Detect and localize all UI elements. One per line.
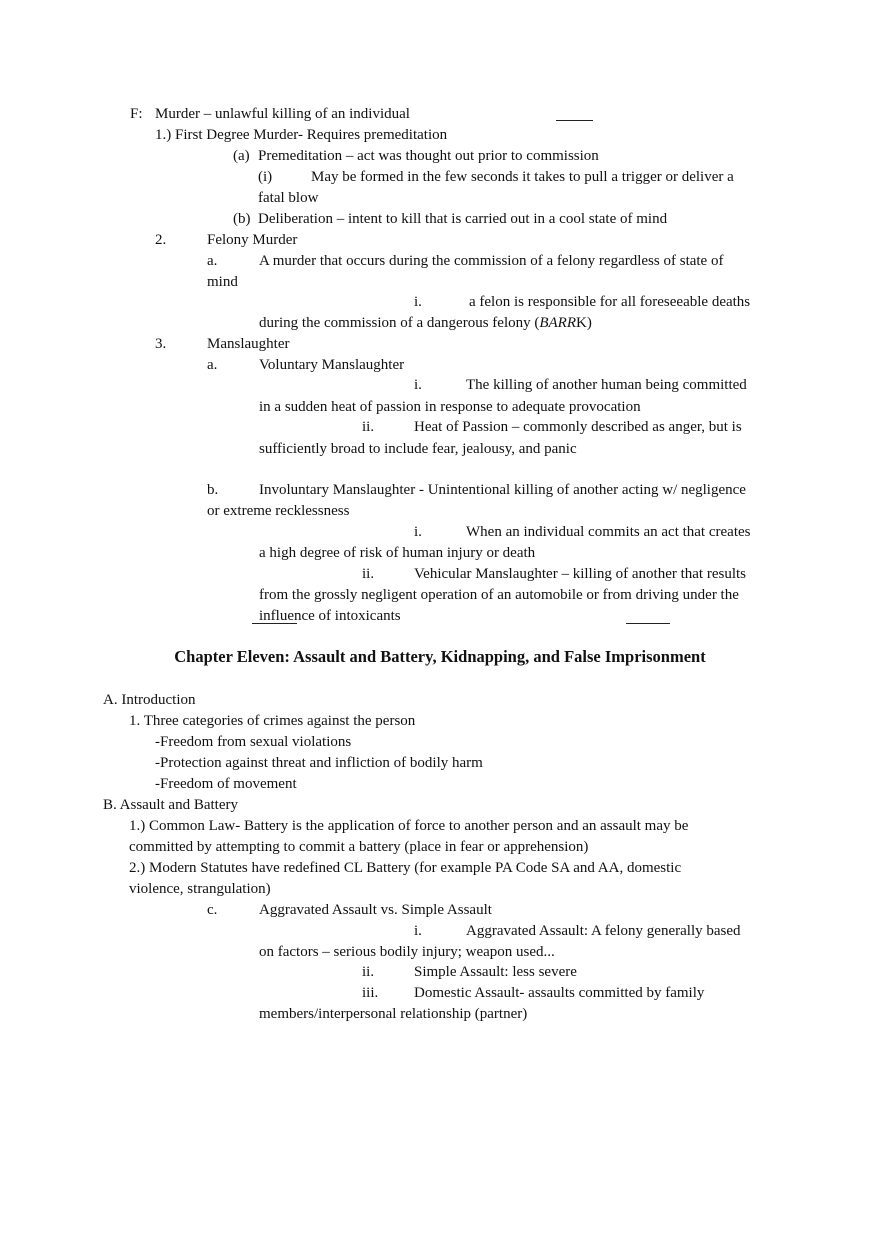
section-b-heading: B. Assault and Battery — [103, 797, 238, 813]
felony-murder-rule-text: during the commission of a dangerous felony ( — [259, 315, 540, 331]
vehicular-manslaughter-line: Vehicular Manslaughter – killing of another that results — [414, 566, 746, 582]
aggravated-assault-line: Aggravated Assault: A felony generally based — [466, 923, 741, 939]
felony-murder-definition-line: mind — [207, 274, 238, 290]
heat-of-passion-line: sufficiently broad to include fear, jealousy, and panic — [259, 441, 577, 457]
first-degree-heading: 1.) First Degree Murder- Requires premeditation — [155, 127, 448, 143]
voluntary-definition-line: in a sudden heat of passion in response to adequate provocation — [259, 399, 641, 415]
section-a-heading: A. Introduction — [103, 692, 196, 708]
category-item: -Freedom from sexual violations — [155, 734, 352, 750]
underline-blank — [626, 623, 670, 624]
felony-murder-heading: Felony Murder — [207, 232, 298, 248]
involuntary-detail-line: When an individual commits an act that creates — [466, 524, 751, 540]
item-label: i. — [414, 524, 422, 540]
item-label: ii. — [362, 419, 375, 435]
vehicular-manslaughter-line: from the grossly negligent operation of an automobile or from driving under the — [259, 587, 739, 603]
involuntary-detail-line: a high degree of risk of human injury or death — [259, 545, 536, 561]
involuntary-manslaughter-line: or extreme recklessness — [207, 503, 350, 519]
manslaughter-heading: Manslaughter — [207, 336, 290, 352]
common-law-line: 1.) Common Law- Battery is the application of force to another person and an assault may be — [129, 818, 689, 834]
section-f-heading: Murder – unlawful killing of an individual — [155, 106, 410, 122]
domestic-assault-line: Domestic Assault- assaults committed by family — [414, 985, 705, 1001]
section-f-label: F: — [130, 106, 143, 122]
felony-murder-definition-line: A murder that occurs during the commission of a felony regardless of state of — [259, 253, 724, 269]
underline-blank — [556, 120, 593, 121]
item-number: 2. — [155, 232, 167, 248]
domestic-assault-line: members/interpersonal relationship (partner) — [259, 1006, 528, 1022]
involuntary-manslaughter-line: Involuntary Manslaughter - Unintentional killing of another acting w/ negligence — [259, 482, 746, 498]
premeditation-text: Premeditation – act was thought out prior to commission — [258, 148, 599, 164]
item-label: c. — [207, 902, 218, 918]
aggravated-assault-line: on factors – serious bodily injury; weapon used... — [259, 944, 555, 960]
premeditation-detail-line: May be formed in the few seconds it takes to pull a trigger or deliver a — [311, 169, 734, 185]
simple-assault-line: Simple Assault: less severe — [414, 964, 577, 980]
category-item: -Protection against threat and infliction of bodily harm — [155, 755, 483, 771]
felony-murder-rule-line: a felon is responsible for all foreseeable deaths — [469, 294, 751, 310]
item-label: a. — [207, 357, 218, 373]
item-number: 3. — [155, 336, 167, 352]
vehicular-manslaughter-line: influence of intoxicants — [259, 608, 401, 624]
modern-statutes-line: violence, strangulation) — [129, 881, 271, 897]
item-label: ii. — [362, 964, 375, 980]
item-label: (a) — [233, 148, 250, 164]
aggravated-vs-simple-heading: Aggravated Assault vs. Simple Assault — [259, 902, 492, 918]
chapter-heading: Chapter Eleven: Assault and Battery, Kidnapping, and False Imprisonment — [174, 647, 706, 666]
heat-of-passion-line: Heat of Passion – commonly described as anger, but is — [414, 419, 742, 435]
felony-murder-rule-line — [259, 314, 592, 332]
item-label: i. — [414, 923, 422, 939]
categories-heading: 1. Three categories of crimes against the person — [129, 713, 416, 729]
item-label: (b) — [233, 211, 251, 227]
modern-statutes-line: 2.) Modern Statutes have redefined CL Battery (for example PA Code SA and AA, domestic — [129, 860, 682, 876]
premeditation-detail-line: fatal blow — [258, 190, 319, 206]
underline-mark — [252, 623, 297, 624]
category-item: -Freedom of movement — [155, 776, 297, 792]
item-label: a. — [207, 253, 218, 269]
item-label: i. — [414, 377, 422, 393]
deliberation-text: Deliberation – intent to kill that is carried out in a cool state of mind — [258, 211, 668, 227]
felony-murder-rule-text: K) — [576, 315, 592, 331]
barrk-acronym: BARR — [539, 315, 577, 331]
common-law-line: committed by attempting to commit a battery (place in fear or apprehension) — [129, 839, 589, 855]
item-label: b. — [207, 482, 219, 498]
voluntary-definition-line: The killing of another human being committed — [466, 377, 747, 393]
item-label: iii. — [362, 985, 379, 1001]
voluntary-manslaughter-heading: Voluntary Manslaughter — [259, 357, 405, 373]
item-label: (i) — [258, 169, 273, 185]
item-label: i. — [414, 294, 422, 310]
item-label: ii. — [362, 566, 375, 582]
